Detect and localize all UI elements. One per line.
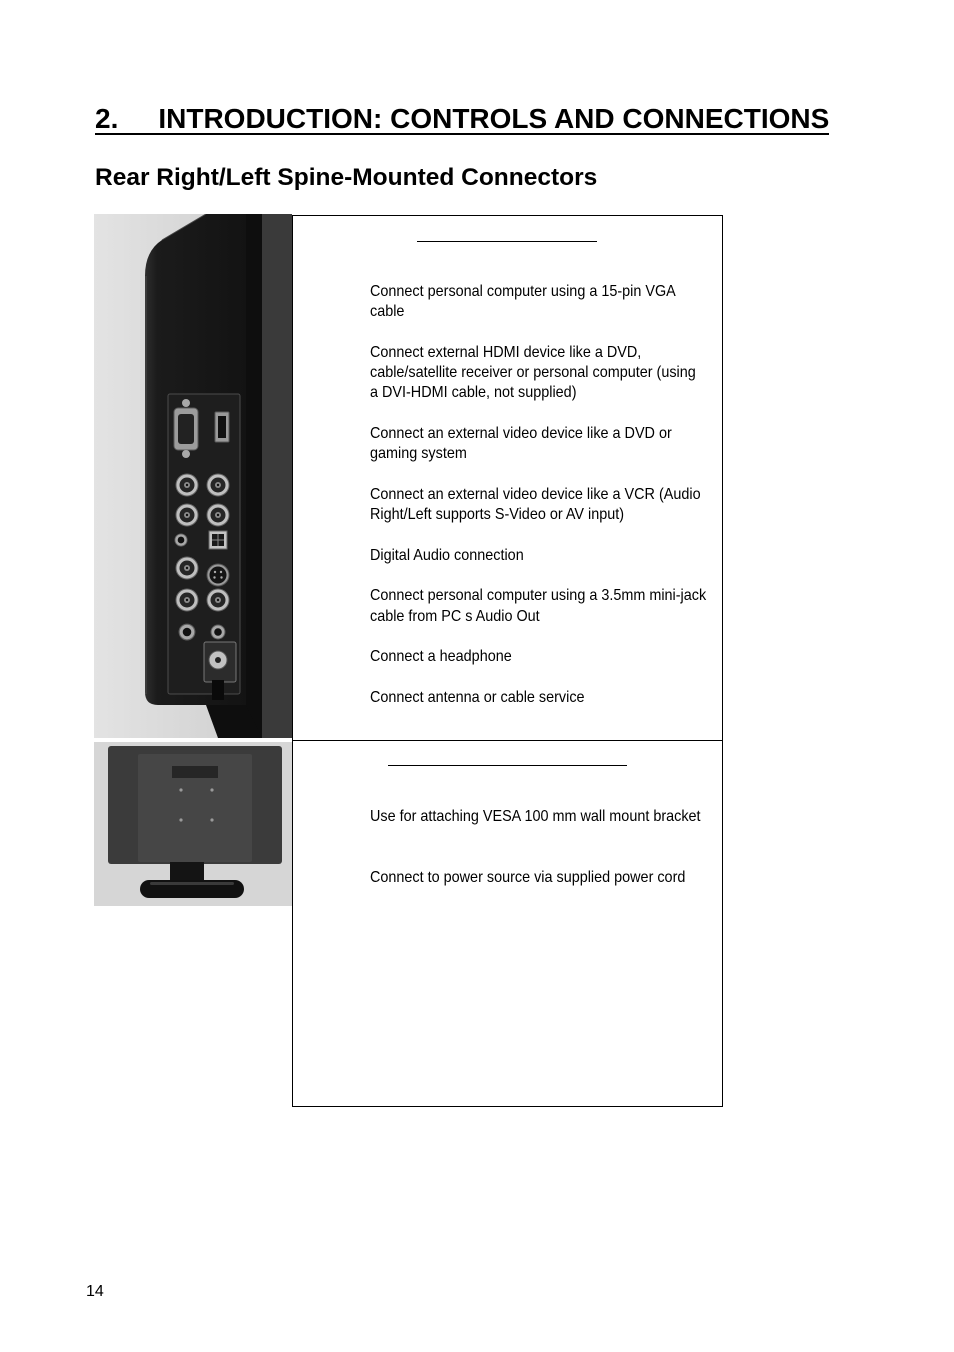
description-line: Connect a headphone — [370, 648, 512, 666]
description-line: Connect external HDMI device like a DVD, — [370, 343, 642, 361]
pc-audio-description — [370, 586, 706, 627]
mini-jack-port — [175, 534, 187, 546]
rca-jack-component — [207, 474, 229, 496]
rca-jack-component — [176, 474, 198, 496]
section-divider — [293, 740, 722, 741]
component-description — [370, 424, 706, 465]
description-line: Digital Audio connection — [370, 546, 524, 564]
description-line: Connect an external video device like a DVD or — [370, 425, 672, 443]
description-line: Connect to power source via supplied power cord — [370, 868, 686, 886]
rear-connectors-list — [370, 807, 701, 929]
chapter-title: INTRODUCTION: CONTROLS AND CONNECTIONS — [158, 103, 830, 134]
description-line: gaming system — [370, 445, 467, 463]
vesa-hole — [210, 788, 213, 791]
hdmi-socket — [218, 416, 226, 438]
rear-section-heading-rule — [388, 765, 627, 766]
connector-table — [292, 215, 723, 1107]
power-description — [370, 868, 701, 888]
pc-audio-jack — [179, 624, 195, 640]
vesa-hole — [210, 818, 213, 821]
chapter-heading — [95, 105, 829, 135]
s-video-port — [207, 564, 229, 586]
vga-socket — [178, 414, 194, 444]
tv-back-photo — [94, 742, 292, 906]
side-section-heading-rule — [417, 241, 597, 242]
description-line: Right/Left supports S-Video or AV input) — [370, 506, 625, 524]
description-line: Connect an external video device like a VCR (Audio — [370, 485, 701, 503]
vesa-hole — [179, 818, 182, 821]
vga-screw-top — [182, 399, 190, 407]
vga-description — [370, 282, 706, 323]
rca-jack-component — [176, 504, 198, 526]
tv-side-connectors-photo — [94, 214, 292, 738]
digital-audio-description — [370, 546, 706, 566]
antenna-description — [370, 688, 706, 708]
stand-base-highlight — [150, 882, 234, 885]
section-title: Rear Right/Left Spine-Mounted Connectors — [95, 164, 598, 191]
vga-screw-bottom — [182, 450, 190, 458]
description-line: a DVI-HDMI cable, not supplied) — [370, 384, 577, 402]
vesa-mount-description — [370, 807, 701, 827]
description-line: Connect personal computer using a 15-pin VGA — [370, 283, 676, 300]
chapter-number: 2. — [95, 103, 119, 134]
description-line: cable — [370, 303, 405, 321]
description-line: Use for attaching VESA 100 mm wall mount bracket — [370, 808, 701, 825]
rca-jack-component — [207, 504, 229, 526]
coax-cable — [212, 680, 224, 700]
headphone-description — [370, 647, 706, 667]
description-line: Connect antenna or cable service — [370, 688, 585, 706]
vesa-hole — [179, 788, 182, 791]
hdmi-description — [370, 343, 706, 404]
rca-jack-audio — [207, 589, 229, 611]
rca-jack-audio — [176, 589, 198, 611]
tv-back-vent — [172, 766, 218, 778]
page-number: 14 — [86, 1283, 104, 1300]
description-line: cable/satellite receiver or personal computer (using — [370, 364, 696, 382]
side-connectors-list — [370, 282, 706, 729]
rca-jack-av — [176, 557, 198, 579]
description-line: cable from PC s Audio Out — [370, 607, 540, 625]
coax-center-pin — [215, 657, 221, 663]
av-description — [370, 485, 706, 526]
headphone-jack — [211, 625, 225, 639]
description-line: Connect personal computer using a 3.5mm mini-jack — [370, 587, 707, 605]
